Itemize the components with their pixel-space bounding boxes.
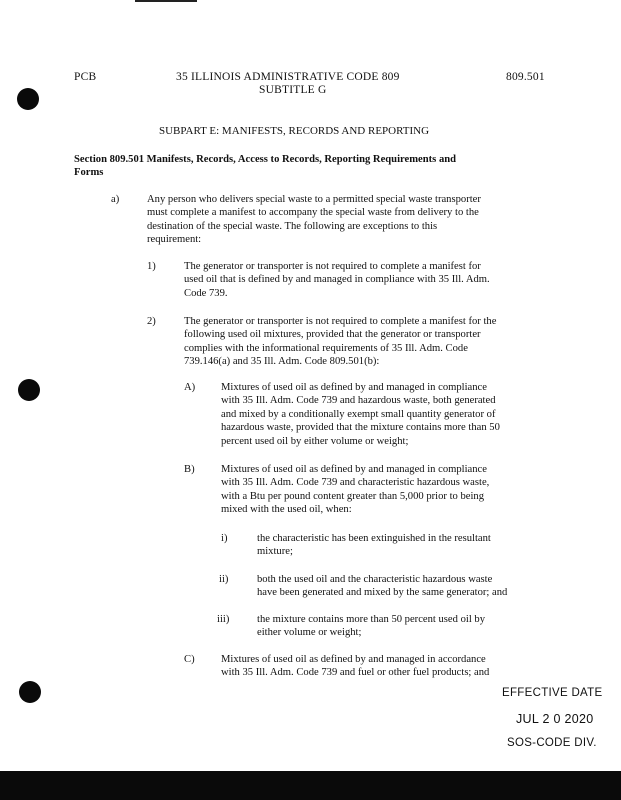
item-C-text: [221, 653, 561, 680]
effective-date-value: JUL 2 0 2020: [516, 712, 594, 726]
header-center: 35 ILLINOIS ADMINISTRATIVE CODE 809: [176, 71, 400, 83]
effective-date-label: EFFECTIVE DATE: [502, 687, 603, 699]
text-line: percent used oil by either volume or weight;: [221, 435, 409, 447]
section-title-line: Section 809.501 Manifests, Records, Access to Records, Reporting Requirements and: [74, 154, 457, 165]
text-line: with 35 Ill. Adm. Code 739 and hazardous waste, both generated: [221, 395, 496, 407]
item-label-i: i): [221, 533, 228, 544]
text-line: hazardous waste, provided that the mixture contains more than 50: [221, 422, 500, 434]
text-line: either volume or weight;: [257, 627, 362, 639]
punch-hole-middle: [18, 379, 40, 401]
text-line: must complete a manifest to accompany the special waste from delivery to the: [147, 207, 479, 219]
text-line: the characteristic has been extinguished in the resultant: [257, 533, 491, 544]
top-scan-mark: [135, 0, 197, 2]
text-line: with a Btu per pound content greater than 5,000 prior to being: [221, 490, 485, 502]
text-line: Any person who delivers special waste to a permitted special waste transporter: [147, 194, 481, 205]
text-line: Code 739.: [184, 287, 228, 299]
item-label-1: 1): [147, 261, 156, 272]
text-line: 739.146(a) and 35 Ill. Adm. Code 809.501(b):: [184, 356, 380, 368]
item-i-text: [257, 532, 557, 559]
punch-hole-bottom: [19, 681, 41, 703]
section-title: [74, 153, 554, 180]
item-label-iii: iii): [217, 614, 230, 625]
item-a-text: [147, 193, 557, 247]
item-A-text: [221, 381, 561, 448]
text-line: destination of the special waste. The following are exceptions to this: [147, 220, 438, 232]
text-line: used oil that is defined by and managed in compliance with 35 Ill. Adm.: [184, 274, 490, 286]
item-iii-text: [257, 613, 557, 640]
item-label-2: 2): [147, 316, 156, 327]
text-line: complies with the informational requirements of 35 Ill. Adm. Code: [184, 342, 468, 354]
text-line: and mixed by a conditionally exempt small quantity generator of: [221, 408, 496, 420]
text-line: The generator or transporter is not required to complete a manifest for the: [184, 316, 497, 327]
item-B-text: [221, 463, 561, 517]
item-label-A: A): [184, 382, 196, 393]
text-line: with 35 Ill. Adm. Code 739 and characteristic hazardous waste,: [221, 477, 490, 489]
item-1-text: [184, 260, 559, 300]
text-line: Mixtures of used oil as defined by and managed in accordance: [221, 654, 486, 665]
header-subtitle: SUBTITLE G: [259, 84, 327, 96]
item-label-a: a): [111, 194, 120, 205]
text-line: both the used oil and the characteristic hazardous waste: [257, 574, 493, 585]
item-label-C: C): [184, 654, 195, 665]
text-line: have been generated and mixed by the same generator; and: [257, 587, 508, 599]
text-line: the mixture contains more than 50 percent used oil by: [257, 614, 485, 625]
item-label-B: B): [184, 464, 195, 475]
text-line: Mixtures of used oil as defined by and managed in compliance: [221, 382, 487, 393]
bottom-scan-bar: [0, 771, 621, 800]
text-line: following used oil mixtures, provided that the generator or transporter: [184, 329, 481, 341]
text-line: requirement:: [147, 234, 202, 246]
item-label-ii: ii): [219, 574, 229, 585]
item-2-text: [184, 315, 559, 369]
section-title-line: Forms: [74, 167, 104, 179]
text-line: The generator or transporter is not required to complete a manifest for: [184, 261, 481, 272]
text-line: mixed with the used oil, when:: [221, 504, 352, 516]
header-left: PCB: [74, 71, 97, 83]
item-ii-text: [257, 573, 557, 600]
text-line: Mixtures of used oil as defined by and managed in compliance: [221, 464, 487, 475]
text-line: with 35 Ill. Adm. Code 739 and fuel or other fuel products; and: [221, 667, 490, 679]
text-line: mixture;: [257, 546, 293, 558]
header-right: 809.501: [506, 71, 545, 83]
sos-code-division: SOS-CODE DIV.: [507, 737, 597, 749]
subpart-heading: SUBPART E: MANIFESTS, RECORDS AND REPORTING: [159, 125, 430, 137]
punch-hole-top: [17, 88, 39, 110]
